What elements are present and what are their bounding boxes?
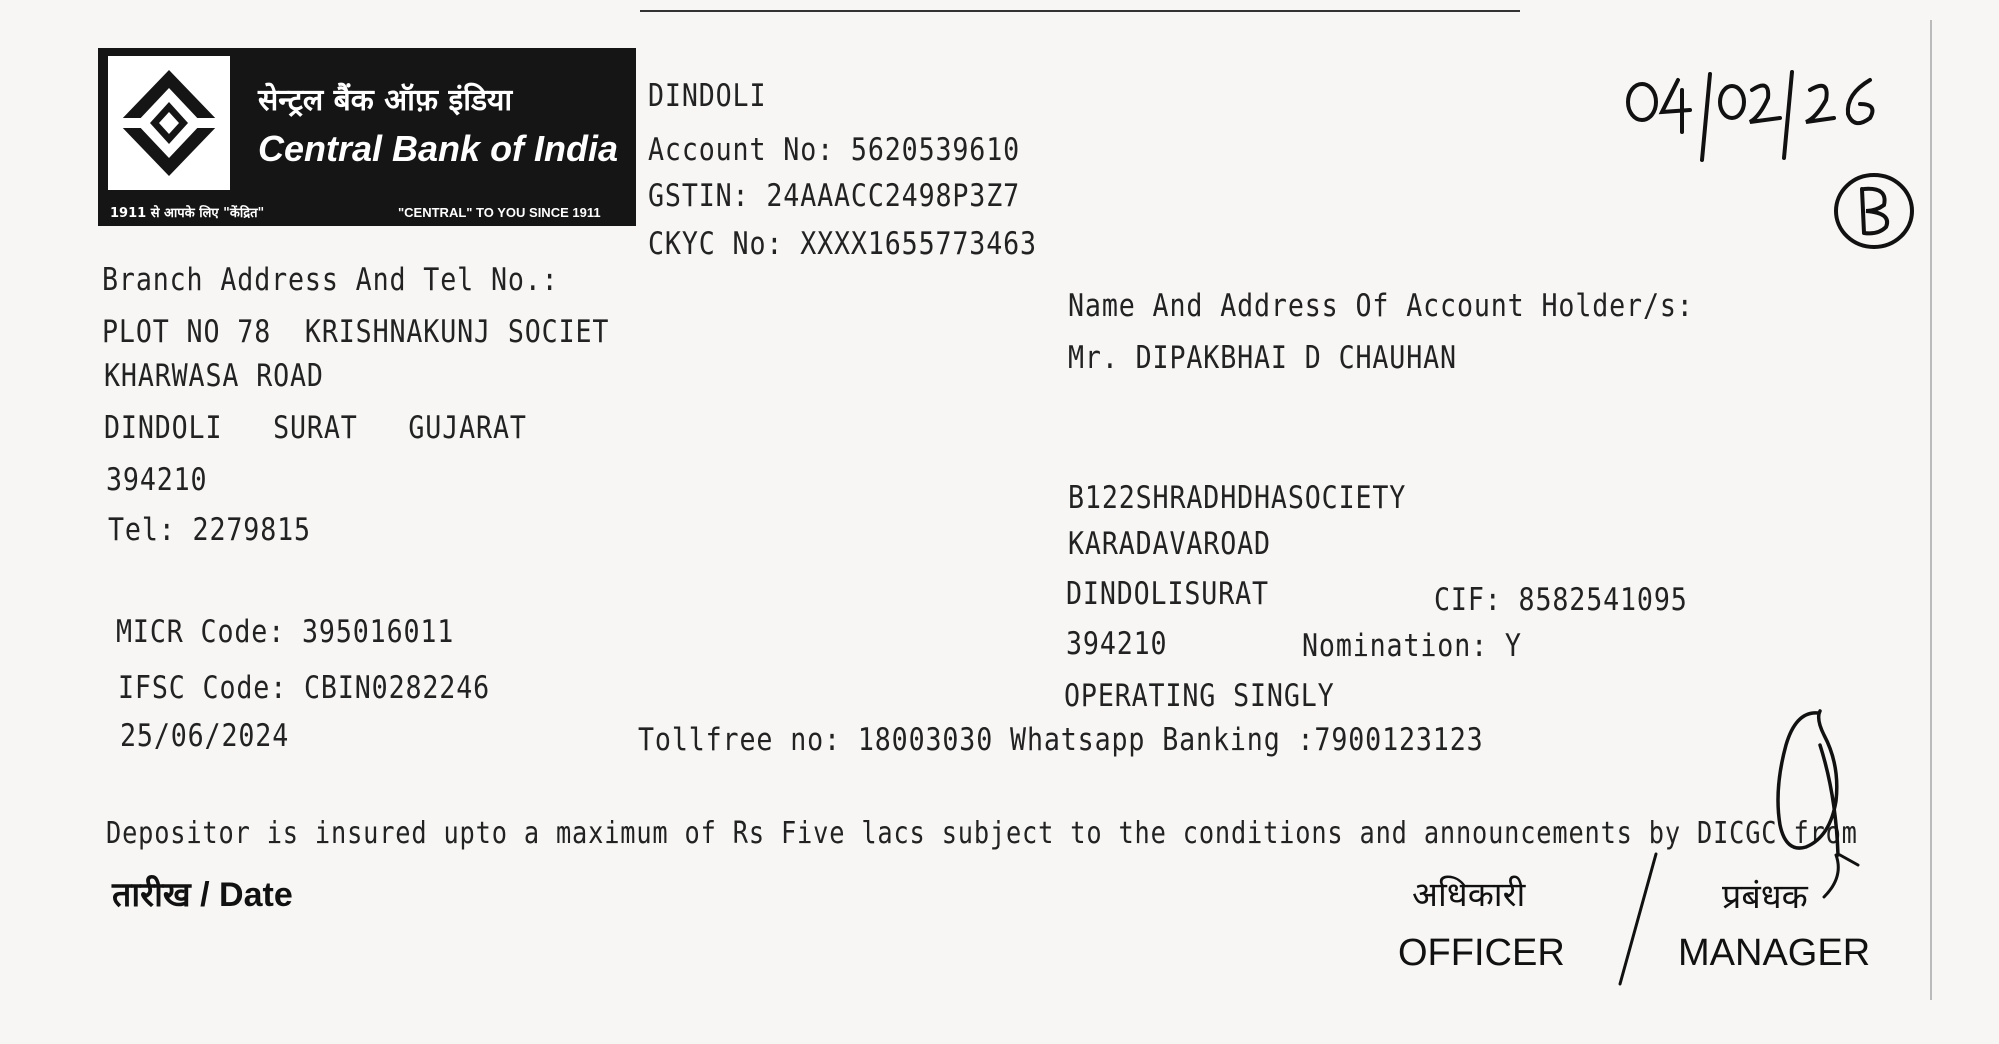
account-number: Account No: 5620539610 xyxy=(648,132,1021,168)
micr-code: MICR Code: 395016011 xyxy=(116,614,455,650)
officer-label-hindi: अधिकारी xyxy=(1412,876,1526,914)
logo-tagline-hindi: 1911 से आपके लिए "केंद्रित" xyxy=(110,206,265,221)
holder-heading: Name And Address Of Account Holder/s: xyxy=(1068,288,1694,324)
cif-number: CIF: 8582541095 xyxy=(1434,582,1688,618)
handwritten-date xyxy=(1620,60,1900,174)
manager-label-hindi: प्रबंधक xyxy=(1722,878,1808,916)
nomination-status: Nomination: Y xyxy=(1302,628,1522,664)
manager-signature-icon xyxy=(1740,705,1880,909)
handwritten-circled-b xyxy=(1830,165,1920,259)
tollfree-info: Tollfree no: 18003030 Whatsapp Banking :7900123123 xyxy=(638,722,1484,758)
holder-pin: 394210 xyxy=(1066,626,1168,662)
issue-date: 25/06/2024 xyxy=(120,718,290,754)
logo-english-name: Central Bank of India xyxy=(258,128,619,169)
branch-name: DINDOLI xyxy=(648,78,767,114)
page-edge xyxy=(1930,20,1932,1000)
top-border-line xyxy=(640,0,1520,12)
date-label: तारीख / Date xyxy=(112,876,293,914)
logo-tagline-english: "CENTRAL" TO YOU SINCE 1911 xyxy=(398,205,601,220)
branch-address-line1: PLOT NO 78 KRISHNAKUNJ SOCIET xyxy=(102,314,610,350)
operating-mode: OPERATING SINGLY xyxy=(1064,678,1335,714)
separator-slash xyxy=(1612,850,1662,994)
holder-address-line2: KARADAVAROAD xyxy=(1068,526,1271,562)
branch-heading: Branch Address And Tel No.: xyxy=(102,262,559,298)
insurance-note: Depositor is insured upto a maximum of Rs Five lacs subject to the conditions and announcements by DICGC from xyxy=(106,816,1858,851)
branch-address-line3: DINDOLI SURAT GUJARAT xyxy=(104,410,527,446)
branch-tel: Tel: 2279815 xyxy=(108,512,311,548)
bank-emblem-icon xyxy=(108,56,230,190)
officer-label: OFFICER xyxy=(1398,932,1565,974)
holder-name: Mr. DIPAKBHAI D CHAUHAN xyxy=(1068,340,1457,376)
branch-address-line2: KHARWASA ROAD xyxy=(104,358,324,394)
holder-address-line3: DINDOLISURAT xyxy=(1066,576,1269,612)
holder-address-line1: B122SHRADHDHASOCIETY xyxy=(1068,480,1407,516)
logo-hindi-name: सेन्ट्रल बैंक ऑफ़ इंडिया xyxy=(258,83,513,118)
manager-label: MANAGER xyxy=(1678,932,1871,974)
branch-pin: 394210 xyxy=(106,462,208,498)
bank-logo xyxy=(98,48,636,226)
ifsc-code: IFSC Code: CBIN0282246 xyxy=(118,670,491,706)
gstin: GSTIN: 24AAACC2498P3Z7 xyxy=(648,178,1021,214)
ckyc-number: CKYC No: XXXX1655773463 xyxy=(648,226,1037,262)
